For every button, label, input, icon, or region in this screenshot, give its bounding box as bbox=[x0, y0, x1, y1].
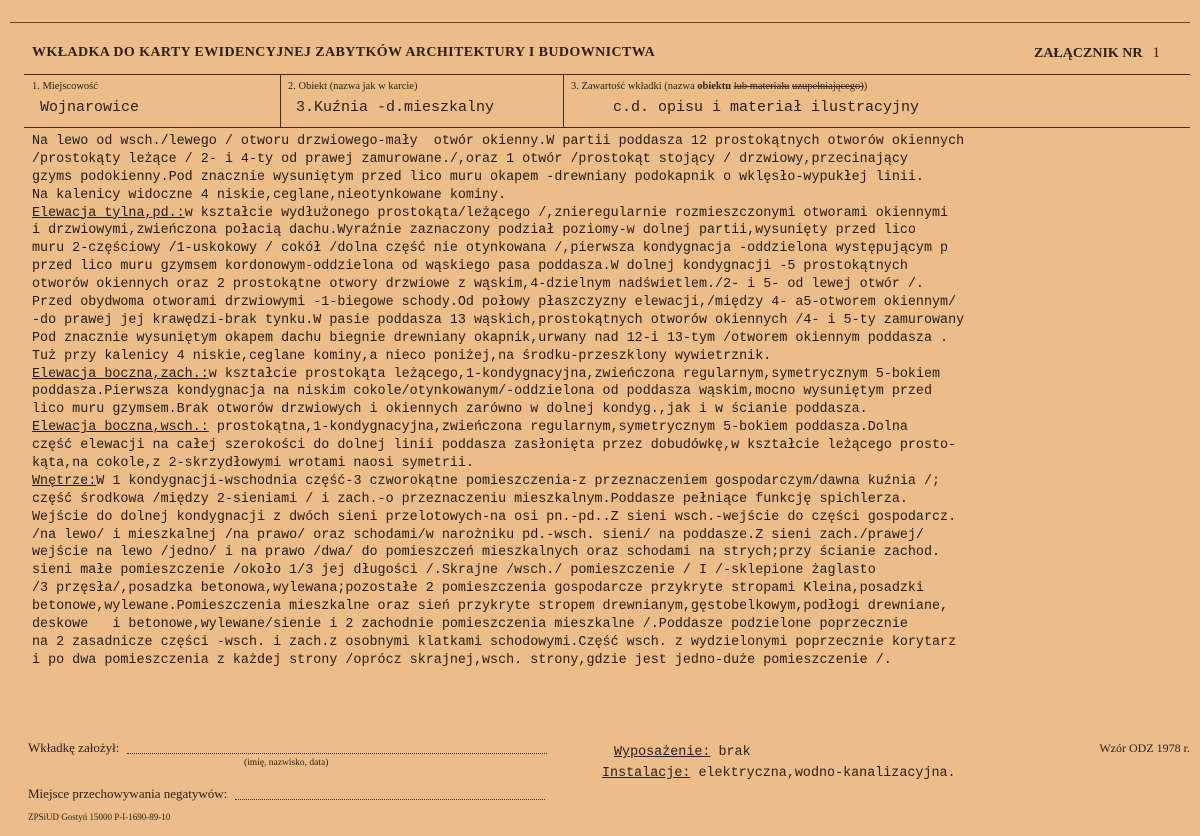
insert-by-line bbox=[127, 753, 547, 754]
locality-field bbox=[24, 75, 281, 127]
object-value: 3.Kuźnia -d.mieszkalny bbox=[296, 99, 495, 116]
contents-label-part: 3. Zawartość wkładki (nazwa bbox=[571, 81, 698, 92]
insert-by-row bbox=[28, 740, 547, 756]
text-segment: Na kalenicy widoczne 4 niskie,ceglane,nieotynkowane kominy. bbox=[32, 187, 507, 203]
text-segment: gzyms podokienny.Pod znacznie wysuniętym przed lico muru okapem -drewniany podokapnik o wklęsło-wypukłej linii. bbox=[32, 169, 924, 185]
text-segment: wejście na lewo /jedno/ i na prawo /dwa/ do pomieszczeń mieszkalnych oraz schodami na strych;przy ścianie zachod. bbox=[32, 545, 941, 561]
text-line bbox=[32, 598, 1200, 616]
text-segment: -do prawej jej krawędzi-brak tynku.W pasie poddasza 13 wąskich,prostokątnych otworów okiennych /4- i 5-ty zamurowany bbox=[32, 312, 965, 328]
text-line bbox=[32, 634, 1200, 652]
text-segment: przed lico muru gzymsem kordonowym-oddzielona od wąskiego pasa poddasza.W dolnej kondygnacji -5 prostokątnych bbox=[32, 259, 908, 275]
text-segment: kąta,na cokole,z 2-skrzydłowymi wrotami naosi symetrii. bbox=[32, 456, 474, 472]
text-line bbox=[32, 240, 1200, 258]
text-segment: /na lewo/ i mieszkalnej /na prawo/ oraz schodami/w narożniku pd.-wsch. sieni/ na poddasze.Z sieni zach./prawej/ bbox=[32, 527, 924, 543]
negatives-row bbox=[28, 786, 545, 802]
text-line bbox=[32, 348, 1200, 366]
text-segment: Na lewo od wsch./lewego / otworu drzwiowego-mały otwór okienny.W partii poddasza 12 prostokątnych otworów okiennych bbox=[32, 134, 965, 149]
text-segment: i drzwiowymi,zwieńczona połacią dachu.Wyraźnie zaznaczony podział poziomy-w dolnej partii,wysunięty przed lico bbox=[32, 223, 916, 239]
text-line bbox=[32, 562, 1200, 580]
object-field bbox=[280, 75, 564, 127]
text-segment: na 2 zasadnicze części -wsch. i zach.z osobnymi klatkami schodowymi.Część wsch. z wydzielonymi poprzecznie korytarz bbox=[32, 634, 957, 650]
text-line bbox=[32, 437, 1200, 455]
text-line bbox=[32, 133, 1200, 151]
top-rule bbox=[10, 22, 1190, 23]
form-title: WKŁADKA DO KARTY EWIDENCYJNEJ ZABYTKÓW ARCHITEKTURY I BUDOWNICTWA bbox=[32, 45, 656, 60]
text-line bbox=[32, 366, 1200, 384]
text-line bbox=[32, 258, 1200, 276]
text-segment: sieni małe pomieszczenie /około 1/3 jej długości /.Skrajne /wsch./ pomieszczenie / I /-sklepione żaglasto bbox=[32, 563, 876, 579]
text-segment: betonowe,wylewane.Pomieszczenia mieszkalne oraz sień przykryte stropem drewnianym,gęstobelkowym,podłogi drewniane, bbox=[32, 599, 949, 615]
description-text bbox=[32, 133, 1200, 763]
text-segment: Tuż przy kalenicy 4 niskie,ceglane kominy,a nieco poniżej,na środku-przeszklony wywietrznik. bbox=[32, 348, 772, 364]
installations-label: Instalacje: bbox=[602, 766, 691, 781]
text-line bbox=[32, 509, 1200, 527]
header-fields bbox=[24, 74, 1190, 128]
text-line bbox=[32, 419, 1200, 437]
text-line bbox=[32, 616, 1200, 634]
section-heading: Elewacja tylna,pd.: bbox=[32, 205, 185, 221]
text-segment: i po dwa pomieszczenia z każdej strony /oprócz skrajnej,wsch. strony,gdzie jest jedno-duże pomieszczenie /. bbox=[32, 652, 892, 668]
text-segment: deskowe i betonowe,wylewane/sienie i 2 zachodnie pomieszczenia mieszkalne /.Poddasze podzielone poprzecznie bbox=[32, 617, 908, 633]
text-segment: W 1 kondygnacji-wschodnia część-3 czworokątne pomieszczenia-z przeznaczeniem gospodarczym/dawna kuźnia /; bbox=[96, 473, 941, 489]
equipment-row bbox=[614, 745, 751, 760]
text-segment: /prostokąty leżące / 2- i 4-ty od prawej zamurowane./,oraz 1 otwór /prostokąt stojący / drzwiowy,przecinający bbox=[32, 151, 908, 167]
form-number: Wzór ODZ 1978 r. bbox=[1099, 741, 1190, 755]
insert-by-caption: (imię, nazwisko, data) bbox=[244, 758, 329, 768]
text-segment: w kształcie prostokąta leżącego,1-kondygnacyjna,zwieńczona regularnym,symetrycznym 5-bokiem bbox=[208, 366, 941, 382]
text-line bbox=[32, 401, 1200, 419]
text-segment: Przed obydwoma otworami drzwiowymi -1-biegowe schody.Od połowy płaszczyzny elewacji,/między 4- a5-otworem okiennym/ bbox=[32, 295, 957, 311]
negatives-line bbox=[235, 799, 545, 800]
text-segment: lico muru gzymsem.Brak otworów drzwiowych i okiennych zarówno w dolnej kondyg.,jak i w ścianie poddasza. bbox=[32, 402, 868, 418]
section-heading: Elewacja boczna,wsch.: bbox=[32, 420, 209, 436]
locality-label: 1. Miejscowość bbox=[32, 81, 98, 92]
attachment-number bbox=[1034, 45, 1160, 62]
contents-label-struck: lub materiału bbox=[733, 81, 790, 92]
text-line bbox=[32, 294, 1200, 312]
text-line bbox=[32, 276, 1200, 294]
text-segment: muru 2-częściowy /1-uskokowy / cokół /dolna część nie otynkowana /,pierwsza kondygnacja -oddzielona występującym p bbox=[32, 241, 949, 257]
text-line bbox=[32, 312, 1200, 330]
text-line bbox=[32, 527, 1200, 545]
text-line bbox=[32, 491, 1200, 509]
text-segment: Wejście do dolnej kondygnacji z dwóch sieni przelotowych-na osi pn.-pd..Z sieni wsch.-wejście do części gospodarcz. bbox=[32, 509, 957, 525]
text-segment: Pod znacznie wysuniętym okapem dachu biegnie drewniany okapnik,urwany nad 12-i 13-tym /otworem okiennym poddasza . bbox=[32, 330, 949, 346]
text-segment: prostokątna,1-kondygnacyjna,zwieńczona regularnym,symetrycznym 5-bokiem poddasza.Dolna bbox=[208, 420, 908, 436]
contents-label-struck-2: uzupełniającego) bbox=[792, 81, 864, 92]
attachment-label: ZAŁĄCZNIK NR bbox=[1033, 46, 1143, 61]
installations-value: elektryczna,wodno-kanalizacyjna. bbox=[690, 766, 956, 781]
equipment-label: Wyposażenie: bbox=[614, 745, 711, 760]
printer-imprint: ZPSiUD Gostyń 15000 P-I-1690-89-10 bbox=[28, 812, 171, 822]
text-line bbox=[32, 222, 1200, 240]
text-line bbox=[32, 151, 1200, 169]
section-heading: Wnętrze: bbox=[32, 473, 97, 489]
equipment-value: brak bbox=[710, 745, 751, 760]
text-segment: część środkowa /między 2-sieniami / i zach.-o przeznaczeniu mieszkalnym.Poddasze pełniące funkcję spichlerza. bbox=[32, 491, 908, 507]
contents-value: c.d. opisu i materiał ilustracyjny bbox=[613, 99, 920, 116]
text-segment: otworów okiennych oraz 2 prostokątne otwory drzwiowe z wąskim,4-dzielnym nadświetlem./2- i 5- od lewej otwór /. bbox=[32, 277, 924, 293]
section-heading: Elewacja boczna,zach.: bbox=[32, 366, 209, 382]
text-line bbox=[32, 455, 1200, 473]
text-line bbox=[32, 169, 1200, 187]
text-line bbox=[32, 580, 1200, 598]
text-line bbox=[32, 383, 1200, 401]
text-line bbox=[32, 187, 1200, 205]
text-line bbox=[32, 473, 1200, 491]
contents-label: 3. Zawartość wkładki (nazwa obiektu lub materiału uzupełniającego)) bbox=[571, 81, 868, 92]
text-line bbox=[32, 544, 1200, 562]
contents-label-object: obiektu bbox=[697, 81, 732, 92]
negatives-label: Miejsce przechowywania negatywów: bbox=[28, 786, 228, 801]
text-line bbox=[32, 205, 1200, 223]
locality-value: Wojnarowice bbox=[40, 99, 140, 116]
text-segment: /3 przęsła/,posadzka betonowa,wylewana;pozostałe 2 pomieszczenia gospodarcze przykryte stropami Kleina,posadzki bbox=[32, 581, 924, 597]
text-segment: część elewacji na całej szerokości do dolnej linii poddasza zasłonięta przez dobudówkę,w kształcie leżącego prosto- bbox=[32, 438, 957, 454]
insert-by-label: Wkładkę założył: bbox=[28, 740, 120, 755]
object-label: 2. Obiekt (nazwa jak w karcie) bbox=[288, 81, 418, 92]
text-segment: poddasza.Pierwsza kondygnacja na niskim cokole/otynkowanym/-oddzielona od poddasza wąskim,mocno wysuniętym przed bbox=[32, 384, 932, 400]
installations-row bbox=[602, 766, 956, 781]
text-line bbox=[32, 330, 1200, 348]
text-segment: w kształcie wydłużonego prostokąta/leżącego /,znieregularnie rozmieszczonymi otworami okiennymi bbox=[184, 205, 949, 221]
attachment-value: 1 bbox=[1152, 45, 1160, 61]
text-line bbox=[32, 652, 1200, 670]
contents-field bbox=[563, 75, 1190, 127]
